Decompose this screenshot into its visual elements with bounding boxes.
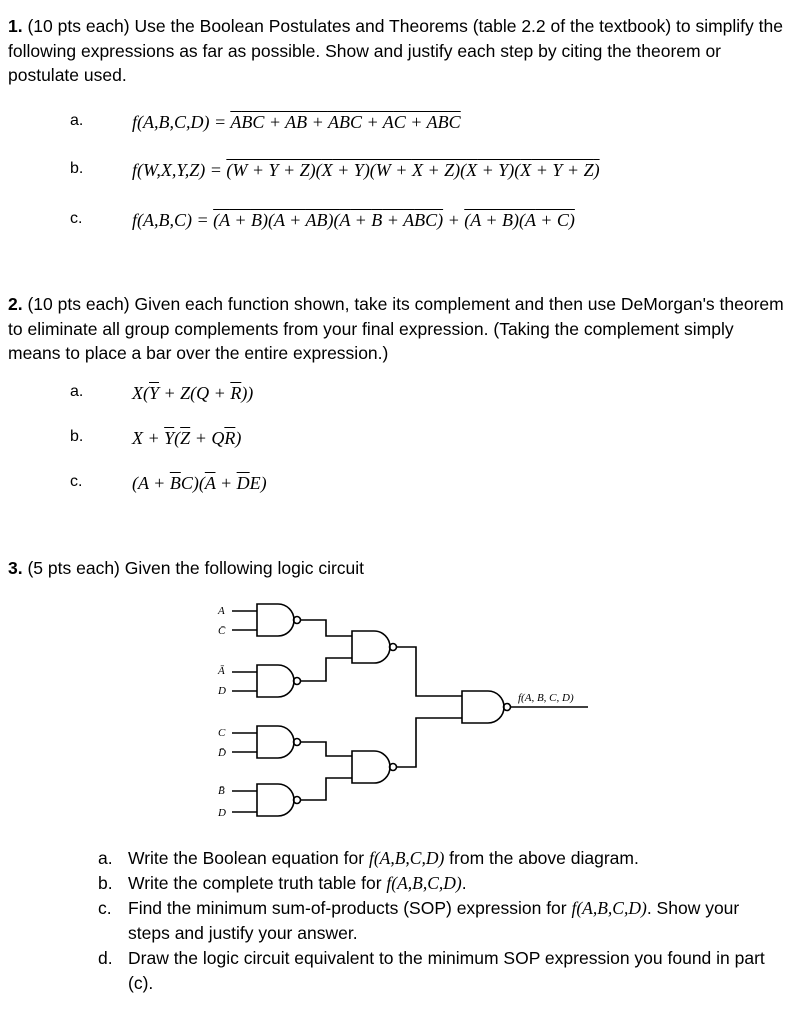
q3-number: 3. (8, 558, 23, 578)
nand-gate-6 (352, 718, 462, 783)
q3-part-c-math: f(A,B,C,D) (571, 898, 647, 918)
nand-gate-1 (232, 604, 352, 636)
q1-item-b-label: b. (70, 160, 84, 177)
q3-part-b-math: f(A,B,C,D) (386, 873, 462, 893)
q2-item-a-expression: $X(\overline{Y} + Z(Q + \overline{R}))$ (132, 383, 254, 403)
q3-text: (5 pts each) Given the following logic circuit (22, 558, 365, 578)
q3-part-c (98, 896, 778, 946)
q3-part-b-post: . (461, 873, 467, 893)
nand-gate-3 (232, 726, 352, 758)
q3-parts-list (98, 846, 778, 996)
q3-part-a-post: from the above diagram. (444, 848, 639, 868)
q2-text: (10 pts each) Given each function shown, take its complement and then use DeMorgan's theorem to eliminate all group complements from your final expression. (Taking the complement simply means to place a bar over the entire expression.) (8, 294, 784, 363)
q2-item-c-label: c. (70, 473, 83, 490)
input-label-5: C (218, 727, 226, 739)
q3-part-a-letter: a. (98, 848, 113, 868)
q3-part-b (98, 871, 778, 896)
nand-gate-4 (232, 778, 352, 816)
q1-text: (10 pts each) Use the Boolean Postulates and Theorems (table 2.2 of the textbook) to simplify the following expressions as far as possible. Show and justify each step by citing the theorem or postulate used. (8, 16, 783, 85)
input-label-6: D̄ (218, 747, 226, 759)
q3-part-d-text: Draw the logic circuit equivalent to the minimum SOP expression you found in part (c). (128, 948, 765, 993)
q2-item-c (0, 473, 799, 501)
q1-item-b-lhs: f(W,X,Y,Z) = (132, 160, 227, 180)
q1-item-a-lhs: f(A,B,C,D) = (132, 112, 231, 132)
nand-gate-2 (232, 658, 352, 697)
q3-part-d-letter: d. (98, 948, 113, 968)
q1-item-a (0, 112, 799, 140)
q2-item-b-label: b. (70, 428, 84, 445)
q3-part-b-text: Write the complete truth table for (128, 873, 387, 893)
q1-item-b-expression: f(W,X,Y,Z) = (W + Y + Z)(X + Y)(W + X + Z)(X + Y)(X + Y + Z) (132, 160, 600, 180)
q1-paragraph (8, 14, 788, 88)
q1-item-b (0, 160, 799, 188)
q1-item-c (0, 210, 799, 238)
q3-part-a (98, 846, 778, 871)
q2-paragraph (8, 292, 788, 366)
nand-gate-5 (352, 631, 462, 696)
input-label-1: A (218, 605, 225, 617)
q3-part-b-letter: b. (98, 873, 113, 893)
output-label: f(A, B, C, D) (518, 692, 574, 704)
q2-item-b-expression: $X + \overline{Y}(\overline{Z} + Q\overline{R})$ (132, 428, 242, 448)
q1-item-c-lhs: f(A,B,C) = (132, 210, 214, 230)
q3-part-a-text: Write the Boolean equation for (128, 848, 369, 868)
input-label-2: C̄ (218, 625, 226, 637)
q1-item-a-expression: f(A,B,C,D) = ABC + AB + ABC + AC + ABC (132, 112, 461, 132)
q1-number: 1. (8, 16, 23, 36)
q3-part-c-letter: c. (98, 898, 112, 918)
q2-item-a (0, 383, 799, 411)
input-label-4: D (218, 685, 226, 697)
q1-item-c-expression: f(A,B,C) = (A + B)(A + AB)(A + B + ABC) + (A + B)(A + C) (132, 210, 575, 230)
input-label-8: D (218, 807, 226, 819)
q3-part-d (98, 946, 778, 996)
input-label-7: B̄ (218, 785, 225, 797)
q3-part-c-post: . Show your steps and justify your answer. (128, 898, 740, 943)
q2-number: 2. (8, 294, 23, 314)
q2-item-a-label: a. (70, 383, 84, 400)
input-label-3: Ā (218, 665, 225, 677)
q3-paragraph (8, 556, 788, 581)
q1-item-c-label: c. (70, 210, 83, 227)
q3-part-a-math: f(A,B,C,D) (368, 848, 445, 868)
q2-item-c-expression: $(A + \overline{B}C)(\overline{A} + \overline{D}E)$ (132, 473, 267, 493)
q1-item-a-label: a. (70, 112, 84, 129)
q3-part-c-text: Find the minimum sum-of-products (SOP) expression for (128, 898, 572, 918)
q2-item-b (0, 428, 799, 456)
logic-circuit-diagram (0, 596, 799, 836)
